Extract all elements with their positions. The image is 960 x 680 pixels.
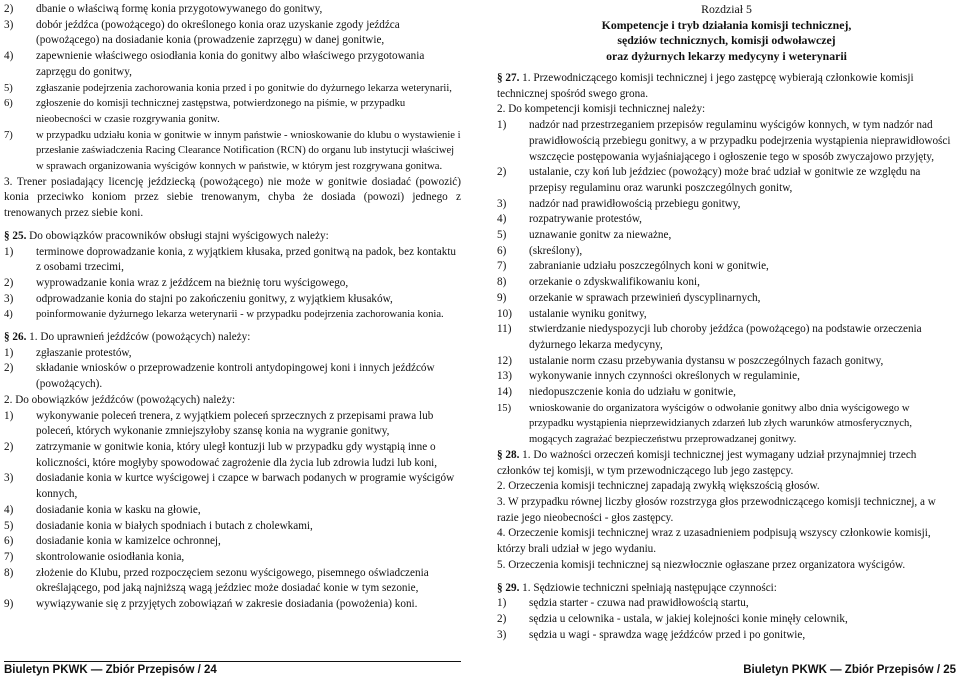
list-item: 1) sędzia starter - czuwa nad prawidłowością startu, [497, 597, 749, 610]
chapter-title-line: sędziów technicznych, komisji odwoławczej [617, 33, 836, 47]
list-item: 14) niedopuszczenie konia do udziału w gonitwie, [497, 386, 736, 399]
list-item: 5) zgłaszanie podejrzenia zachorowania konia przed i po gonitwie do dyżurnego lekarza weterynarii, [4, 82, 452, 94]
footer-left: Biuletyn PKWK — Zbiór Przepisów / 24 [4, 661, 461, 676]
list-item: 7) w przypadku udziału konia w gonitwie w innym państwie - wnioskowanie do klubu o wystawienie i przesłanie zaświadczenia Racing Clearance Notification (RCN) do organu lub instytucji właściwej w sprawach organizowania wyścigów konnych w państwie, w którym jest rozgrywana gonitwa. [4, 129, 461, 173]
list-item: 9) wywiązywanie się z przyjętych zobowiązań w zakresie dosiadania (powożenia) koni. [4, 598, 418, 611]
list-item: 7) zabranianie udziału poszczególnych koni w gonitwie, [497, 260, 769, 273]
list-item: 8) orzekanie o zdyskwalifikowaniu koni, [497, 276, 700, 289]
list-item: 3) sędzia u wagi - sprawdza wagę jeźdźców przed i po gonitwie, [497, 628, 806, 641]
list-item: 5) uznawanie gonitw za nieważne, [497, 229, 672, 242]
chapter-title-line: oraz dyżurnych lekarzy medycyny i weterynarii [606, 48, 847, 63]
list-item: 3) dobór jeźdźca (powożącego) do określonego konia oraz uzyskanie zgody jeźdźca (powożącego) na dosiadanie konia (prowadzenie zaprzęgu) w danej gonitwie, [4, 18, 400, 47]
list-item: 2) sędzia u celownika - ustala, w jakiej kolejności konie minęły celownik, [497, 612, 848, 625]
left-column [4, 2, 461, 613]
paragraph-3: 3. Trener posiadający licencję jeździecką (powożącego) nie może w gonitwie dosiadać (powozić) konia przeciwko koniom przez siebie trenowanym, chyba że dosiada (powozi) jednego z trenowanych przez siebie koni. [4, 175, 461, 220]
section-26-intro: § 26. 1. Do uprawnień jeźdźców (powożących) należy: [4, 331, 251, 344]
section-27-p2: 2. Do kompetencji komisji technicznej należy: [497, 103, 706, 116]
section-28-p1: § 28. 1. Do ważności orzeczeń komisji technicznej jest wymagany udział przynajmniej trzech członków tej komisji, w tym przewodniczącego lub jego zastępcy. [497, 448, 917, 477]
list-item: 1) zgłaszanie protestów, [4, 346, 132, 359]
list-item: 15) wnioskowanie do organizatora wyścigów o odwołanie gonitwy albo dnia wyścigowego w przypadku wystąpienia nieprzewidzianych zdarzeń lub złych warunków atmosferycznych, mogących zagrażać bezpieczeństwu przeprowadzanej gonitwy. [497, 402, 912, 446]
list-item: 5) dosiadanie konia w białych spodniach i butach z cholewkami, [4, 519, 313, 532]
list-item: 4) rozpatrywanie protestów, [497, 213, 642, 226]
list-item: 2) ustalanie, czy koń lub jeździec (powożący) może brać udział w gonitwie ze względu na przepisy regulaminu oraz warunki poszczególnych gonitw, [497, 166, 921, 194]
chapter-label: Rozdział 5 [701, 2, 752, 16]
list-item: 10) ustalanie wyniku gonitwy, [497, 307, 647, 320]
list-item: 13) wykonywanie innych czynności określonych w regulaminie, [497, 370, 800, 383]
list-item: 3) dosiadanie konia w kurtce wyścigowej i czapce w barwach podanych w programie wyścigów konnych, [4, 472, 455, 501]
list-item: 4) poinformowanie dyżurnego lekarza weterynarii - w przypadku podejrzenia zachorowania konia. [4, 309, 444, 321]
list-item: 6) (skreślony), [497, 244, 583, 257]
list-item: 7) skontrolowanie osiodłania konia, [4, 550, 185, 563]
section-29-intro: § 29. 1. Sędziowie techniczni spełniają następujące czynności: [497, 581, 777, 594]
list-item: 6) zgłoszenie do komisji technicznej zastępstwa, potwierdzonego na piśmie, w przypadku nieobecności w czasie rozgrywania gonitw. [4, 98, 406, 125]
section-25-intro: § 25. Do obowiązków pracowników obsługi stajni wyścigowych należy: [4, 229, 329, 242]
section-27-p1: § 27. 1. Przewodniczącego komisji technicznej i jego zastępcę wybierają członkowie komisji technicznej spośród swego grona. [497, 72, 914, 100]
section-26-duties: 2. Do obowiązków jeźdźców (powożących) należy: [4, 393, 236, 406]
list-item: 3) nadzór nad prawidłowością przebiegu gonitwy, [497, 197, 741, 210]
right-column [497, 2, 956, 643]
section-28-p5: 5. Orzeczenia komisji technicznej są niezwłocznie ogłaszane przez organizatora wyścigów. [497, 558, 906, 571]
list-item: 1) nadzór nad przestrzeganiem przepisów regulaminu wyścigów konnych, w tym nadzór nad prawidłowością przebiegu gonitwy, a w przypadku podejrzenia wystąpienia nieprawidłowości wszczęcie postępowania wyjaśniającego i ogłoszenie tego w sposób zwyczajowo przyjęty, [497, 119, 951, 163]
list-item: 2) dbanie o właściwą formę konia przygotowywanego do gonitwy, [4, 3, 323, 15]
list-item: 4) dosiadanie konia w kasku na głowie, [4, 503, 201, 516]
list-item: 1) wykonywanie poleceń trenera, z wyjątkiem poleceń sprzecznych z przepisami prawa lub poleceń, których wykonanie zmniejszyłoby szansę konia na wygranie gonitwy, [4, 409, 434, 438]
list-item: 2) wyprowadzanie konia wraz z jeźdźcem na bieżnię toru wyścigowego, [4, 276, 349, 289]
footer-right: Biuletyn PKWK — Zbiór Przepisów / 25 [743, 664, 956, 676]
section-28-p3: 3. W przypadku równej liczby głosów rozstrzyga głos przewodniczącego komisji technicznej, a w razie jego nieobecności - głos zastępcy. [497, 495, 936, 524]
list-item: 4) zapewnienie właściwego osiodłania konia do gonitwy albo właściwego przygotowania zaprzęgu do gonitwy, [4, 50, 425, 78]
list-item: 9) orzekanie w sprawach przewinień dyscyplinarnych, [497, 291, 761, 304]
chapter-title-line: Kompetencje i tryb działania komisji technicznej, [601, 17, 852, 32]
list-item: 12) ustalanie norm czasu przebywania dystansu w poszczególnych fazach gonitwy, [497, 354, 884, 367]
list-item: 1) terminowe doprowadzanie konia, z wyjątkiem kłusaka, przed gonitwą na padok, bez kontaktu z osobami trzecimi, [4, 245, 457, 274]
section-28-p4: 4. Orzeczenie komisji technicznej wraz z uzasadnieniem podpisują wszyscy członkowie komisji, którzy brali udział w jego wydaniu. [497, 527, 931, 556]
list-item: 2) zatrzymanie w gonitwie konia, który uległ kontuzji lub w przypadku gdy wystąpią inne o koliczności, które mogłyby spowodować zagrożenie dla życia lub zdrowia ludzi lub koni, [4, 440, 438, 469]
list-item: 6) dosiadanie konia w kamizelce ochronnej, [4, 535, 221, 548]
list-item: 8) złożenie do Klubu, przed rozpoczęciem sezonu wyścigowego, pisemnego oświadczenia określającego, pod jaką najniższą wagą jeździec może dosiadać konie w tym sezonie, [4, 566, 429, 595]
list-item: 2) składanie wniosków o przeprowadzenie kontroli antydopingowej koni i innych jeźdźców (powożących). [4, 362, 435, 391]
list-item: 3) odprowadzanie konia do stajni po zakończeniu gonitwy, z wyjątkiem kłusaków, [4, 292, 393, 305]
list-item: 11) stwierdzanie niedyspozycji lub choroby jeźdźca (powożącego) na podstawie orzeczenia dyżurnego lekarza medycyny, [497, 323, 922, 351]
section-28-p2: 2. Orzeczenia komisji technicznej zapadają zwykłą większością głosów. [497, 480, 820, 493]
